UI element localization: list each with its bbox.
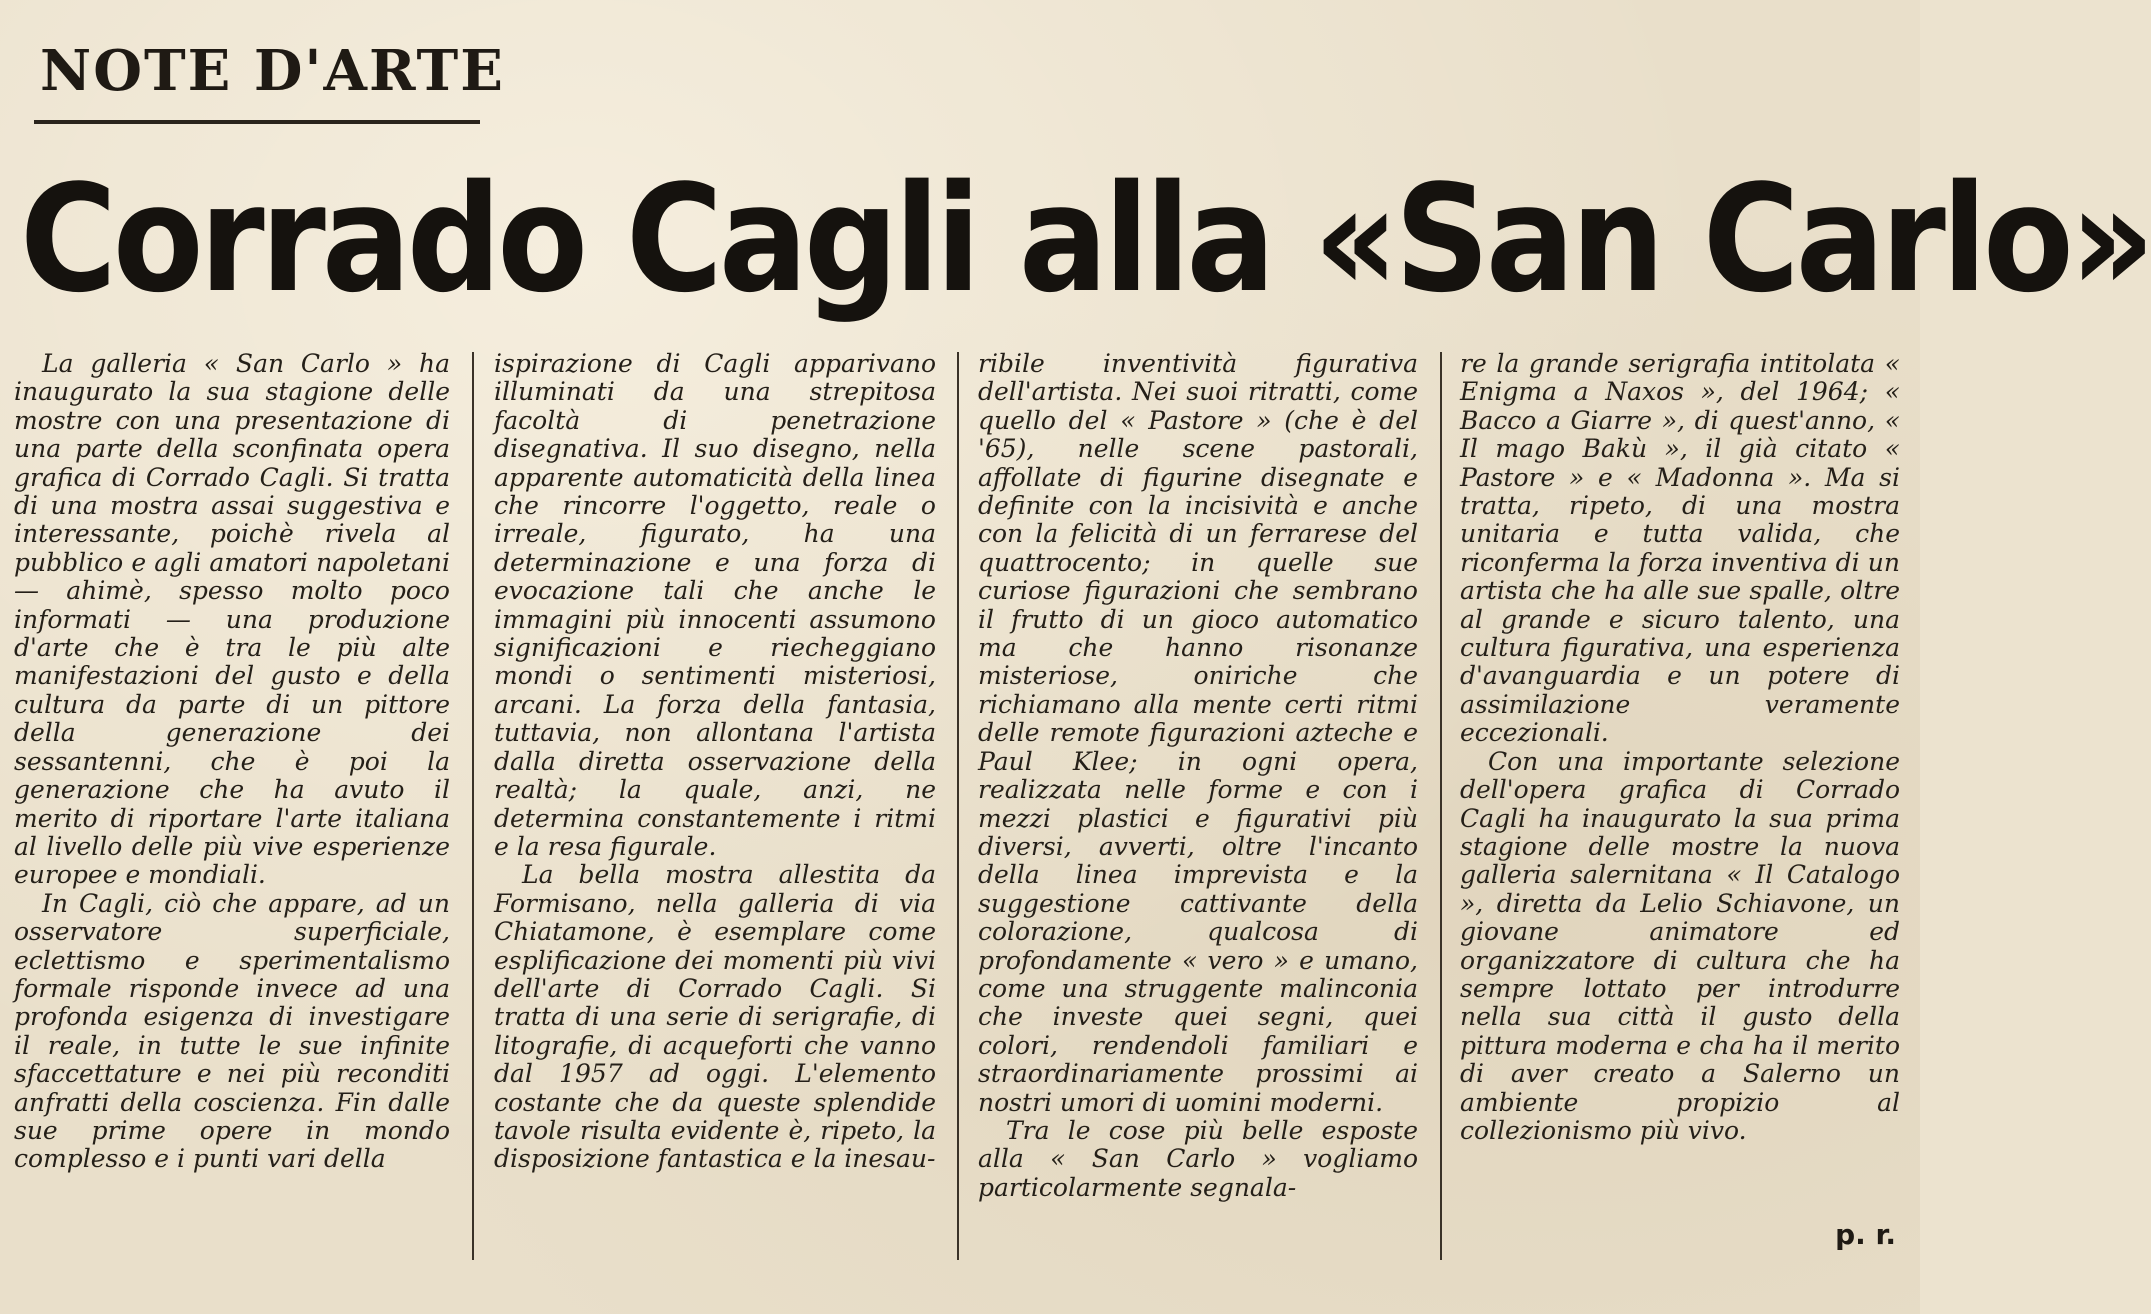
article-column-4: [1460, 350, 1900, 1145]
article-column-3: [978, 350, 1418, 1202]
column-divider: [1440, 352, 1442, 1260]
column-divider: [472, 352, 474, 1260]
column-divider: [957, 352, 959, 1260]
paragraph: La bella mostra allestita da Formisano, nella galleria di via Chiatamone, è esemplare come esplificazione dei momenti più vivi dell'arte di Corrado Cagli. Si tratta di una serie di serigrafie, di litografie, di acqueforti che vanno dal 1957 ad oggi. L'elemento costante che da queste splendide tavole risulta evidente è, ripeto, la disposizione fantastica e la inesau-: [494, 860, 936, 1174]
paragraph: Con una importante selezione dell'opera grafica di Corrado Cagli ha inaugurato la sua prima stagione delle mostre la nuova galleria salernitana « Il Catalogo », diretta da Lelio Schiavone, un giovane animatore ed organizzatore di cultura che ha sempre lottato per introdurre nella sua città il gusto della pittura moderna e cha ha il merito di aver creato a Salerno un ambiente propizio al collezionismo più vivo.: [1460, 746, 1900, 1145]
section-label: NOTE D'ARTE: [40, 38, 505, 104]
article-column-2: [494, 350, 936, 1174]
article-column-1: [14, 350, 450, 1174]
section-underline: [34, 120, 480, 124]
headline: Corrado Cagli alla «San Carlo»: [20, 153, 2151, 326]
paragraph: ispirazione di Cagli apparivano illuminati da una strepitosa facoltà di penetrazione disegnativa. Il suo disegno, nella apparente automaticità della linea che rincorre l'oggetto, reale o irreale, figurato, ha una determinazione e una forza di evocazione tali che anche le immagini più innocenti assumono significazioni e riecheggiano mondi o sentimenti misteriosi, arcani. La forza della fantasia, tuttavia, non allontana l'artista dalla diretta osservazione della realtà; la quale, anzi, ne determina constantemente i ritmi e la resa figurale.: [494, 349, 936, 861]
paragraph: re la grande serigrafia intitolata « Enigma a Naxos », del 1964; « Bacco a Giarre », di quest'anno, « Il mago Bakù », il già citato « Pastore » e « Madonna ». Ma si tratta, ripeto, di una mostra unitaria e tutta valida, che riconferma la forza inventiva di un artista che ha alle sue spalle, oltre al grande e sicuro talento, una cultura figurativa, una esperienza d'avanguardia e un potere di assimilazione veramente eccezionali.: [1460, 349, 1900, 748]
paragraph: La galleria « San Carlo » ha inaugurato la sua stagione delle mostre con una presentazione di una parte della sconfinata opera grafica di Corrado Cagli. Si tratta di una mostra assai suggestiva e interessante, poichè rivela al pubblico e agli amatori napoletani — ahimè, spesso molto poco informati — una produzione d'arte che è tra le più alte manifestazioni del gusto e della cultura da parte di un pittore della generazione dei sessantenni, che è poi la generazione che ha avuto il merito di riportare l'arte italiana al livello delle più vive esperienze europee e mondiali.: [14, 349, 450, 890]
paragraph: In Cagli, ciò che appare, ad un osservatore superficiale, eclettismo e sperimentalismo formale risponde invece ad una profonda esigenza di investigare il reale, in tutte le sue infinite sfaccettature e nei più reconditi anfratti della coscienza. Fin dalle sue prime opere in mondo complesso e i punti vari della: [14, 888, 450, 1174]
paragraph: Tra le cose più belle esposte alla « San Carlo » vogliamo particolarmente segnala-: [978, 1115, 1418, 1202]
paragraph: ribile inventività figurativa dell'artista. Nei suoi ritratti, come quello del « Pastore » (che è del '65), nelle scene pastorali, affollate di figurine disegnate e definite con la incisività e anche con la felicità di un ferrarese del quattrocento; in quelle sue curiose figurazioni che sembrano il frutto di un gioco automatico ma che hanno risonanze misteriose, oniriche che richiamano alla mente certi ritmi delle remote figurazioni azteche e Paul Klee; in ogni opera, realizzata nelle forme e con i mezzi plastici e figurativi più diversi, avverti, oltre l'incanto della linea imprevista e la suggestione cattivante della colorazione, qualcosa di profondamente « vero » e umano, come una struggente malinconia che investe quei segni, quei colori, rendendoli familiari e straordinariamente prossimi ai nostri umori di uomini moderni.: [978, 349, 1418, 1117]
author-signature: p. r.: [1835, 1218, 1896, 1251]
